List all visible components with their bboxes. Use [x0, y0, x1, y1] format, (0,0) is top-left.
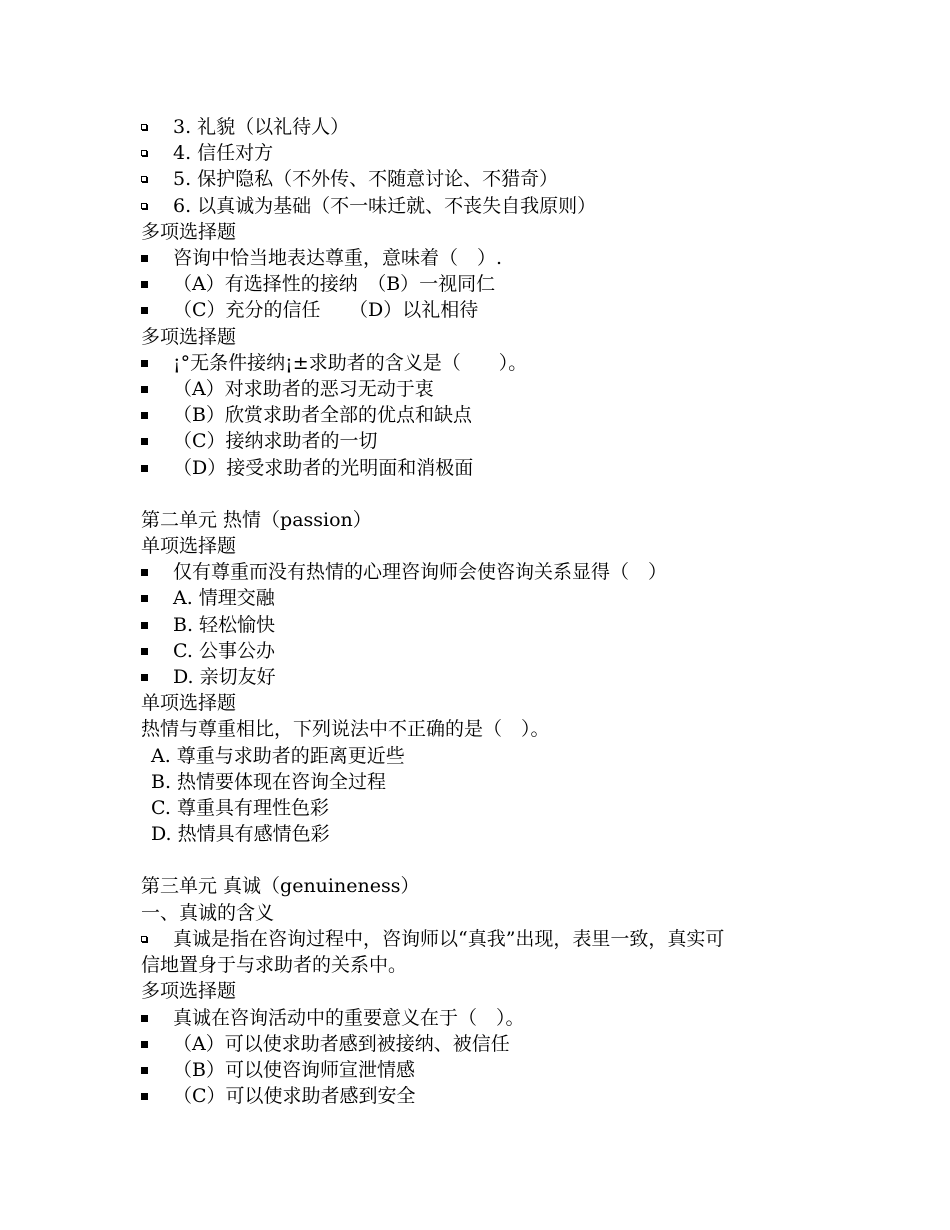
line-text: 第二单元 热情（passion）	[141, 508, 372, 531]
filled-square-bullet-icon	[141, 569, 148, 576]
list-item	[141, 455, 831, 481]
list-item	[141, 612, 831, 638]
line-text: 真诚是指在咨询过程中，咨询师以“真我”出现，表里一致，真实可	[173, 927, 725, 950]
line-text: （B）可以使咨询师宣泄情感	[173, 1058, 415, 1081]
list-item	[141, 193, 831, 219]
line-text: （C）接纳求助者的一切	[173, 430, 378, 453]
hollow-square-bullet-icon	[141, 936, 147, 942]
paragraph-gap	[141, 481, 831, 507]
filled-square-bullet-icon	[141, 386, 148, 393]
text-line	[141, 978, 831, 1004]
filled-square-bullet-icon	[141, 595, 148, 602]
filled-square-bullet-icon	[141, 1041, 148, 1048]
text-line	[141, 690, 831, 716]
filled-square-bullet-icon	[141, 1067, 148, 1074]
hollow-square-bullet-icon	[141, 176, 147, 182]
list-item	[141, 245, 831, 271]
list-item	[141, 402, 831, 428]
filled-square-bullet-icon	[141, 438, 148, 445]
list-item	[141, 140, 831, 166]
text-line	[141, 507, 831, 533]
line-text: 5. 保护隐私（不外传、不随意讨论、不猎奇）	[173, 168, 559, 191]
line-text: D. 亲切友好	[173, 666, 276, 689]
list-item	[141, 926, 831, 952]
line-text: 仅有尊重而没有热情的心理咨询师会使咨询关系显得（ ）	[173, 561, 668, 584]
line-text: （A）可以使求助者感到被接纳、被信任	[173, 1032, 510, 1055]
text-line	[141, 716, 831, 742]
list-item	[141, 428, 831, 454]
filled-square-bullet-icon	[141, 622, 148, 629]
list-item	[141, 1057, 831, 1083]
list-item	[141, 271, 831, 297]
line-text: C. 公事公办	[173, 639, 275, 662]
text-line	[141, 900, 831, 926]
option-line	[141, 743, 831, 769]
hollow-square-bullet-icon	[141, 124, 147, 130]
list-item	[141, 376, 831, 402]
filled-square-bullet-icon	[141, 648, 148, 655]
filled-square-bullet-icon	[141, 1093, 148, 1100]
hollow-square-bullet-icon	[141, 150, 147, 156]
option-line	[141, 821, 831, 847]
line-text: 单项选择题	[141, 692, 237, 715]
document-body	[141, 114, 831, 1109]
line-text: 信地置身于与求助者的关系中。	[141, 954, 408, 977]
list-item	[141, 559, 831, 585]
line-text: A. 情理交融	[173, 587, 275, 610]
line-text: 6. 以真诚为基础（不一味迁就、不丧失自我原则）	[173, 194, 597, 217]
list-item	[141, 1083, 831, 1109]
filled-square-bullet-icon	[141, 674, 148, 681]
line-text: A. 尊重与求助者的距离更近些	[151, 744, 405, 767]
filled-square-bullet-icon	[141, 281, 148, 288]
list-item	[141, 638, 831, 664]
line-text: （A）有选择性的接纳 （B）一视同仁	[173, 273, 496, 296]
line-text: C. 尊重具有理性色彩	[151, 797, 329, 820]
line-text: （C）充分的信任 （D）以礼相待	[173, 299, 479, 322]
line-text: 真诚在咨询活动中的重要意义在于（ ）。	[173, 1006, 525, 1029]
line-text: 热情与尊重相比，下列说法中不正确的是（ ）。	[141, 718, 550, 741]
filled-square-bullet-icon	[141, 1015, 148, 1022]
line-text: 多项选择题	[141, 220, 237, 243]
line-text: （B）欣赏求助者全部的优点和缺点	[173, 404, 472, 427]
list-item	[141, 585, 831, 611]
list-item	[141, 350, 831, 376]
line-text: ¡°无条件接纳¡±求助者的含义是（ ）。	[173, 351, 528, 374]
option-line	[141, 795, 831, 821]
line-text: 多项选择题	[141, 325, 237, 348]
line-text: B. 热情要体现在咨询全过程	[151, 770, 387, 793]
line-text: 第三单元 真诚（genuineness）	[141, 875, 420, 898]
line-text: 单项选择题	[141, 535, 237, 558]
list-item	[141, 1031, 831, 1057]
filled-square-bullet-icon	[141, 465, 148, 472]
line-text: （A）对求助者的恶习无动于衷	[173, 378, 434, 401]
line-text: B. 轻松愉快	[173, 613, 276, 636]
list-item	[141, 166, 831, 192]
filled-square-bullet-icon	[141, 307, 148, 314]
text-line	[141, 952, 831, 978]
line-text: 咨询中恰当地表达尊重，意味着（ ）.	[173, 247, 503, 270]
list-item	[141, 114, 831, 140]
line-text: 多项选择题	[141, 980, 237, 1003]
filled-square-bullet-icon	[141, 412, 148, 419]
option-line	[141, 769, 831, 795]
line-text: （D）接受求助者的光明面和消极面	[173, 456, 474, 479]
line-text: 3. 礼貌（以礼待人）	[173, 116, 350, 138]
text-line	[141, 533, 831, 559]
text-line	[141, 873, 831, 899]
list-item	[141, 1005, 831, 1031]
filled-square-bullet-icon	[141, 360, 148, 367]
line-text: 4. 信任对方	[173, 142, 274, 165]
list-item	[141, 297, 831, 323]
filled-square-bullet-icon	[141, 255, 148, 262]
line-text: D. 热情具有感情色彩	[151, 823, 330, 846]
text-line	[141, 324, 831, 350]
hollow-square-bullet-icon	[141, 203, 147, 209]
text-line	[141, 219, 831, 245]
line-text: 一、真诚的含义	[141, 901, 275, 924]
paragraph-gap	[141, 847, 831, 873]
line-text: （C）可以使求助者感到安全	[173, 1085, 416, 1108]
list-item	[141, 664, 831, 690]
